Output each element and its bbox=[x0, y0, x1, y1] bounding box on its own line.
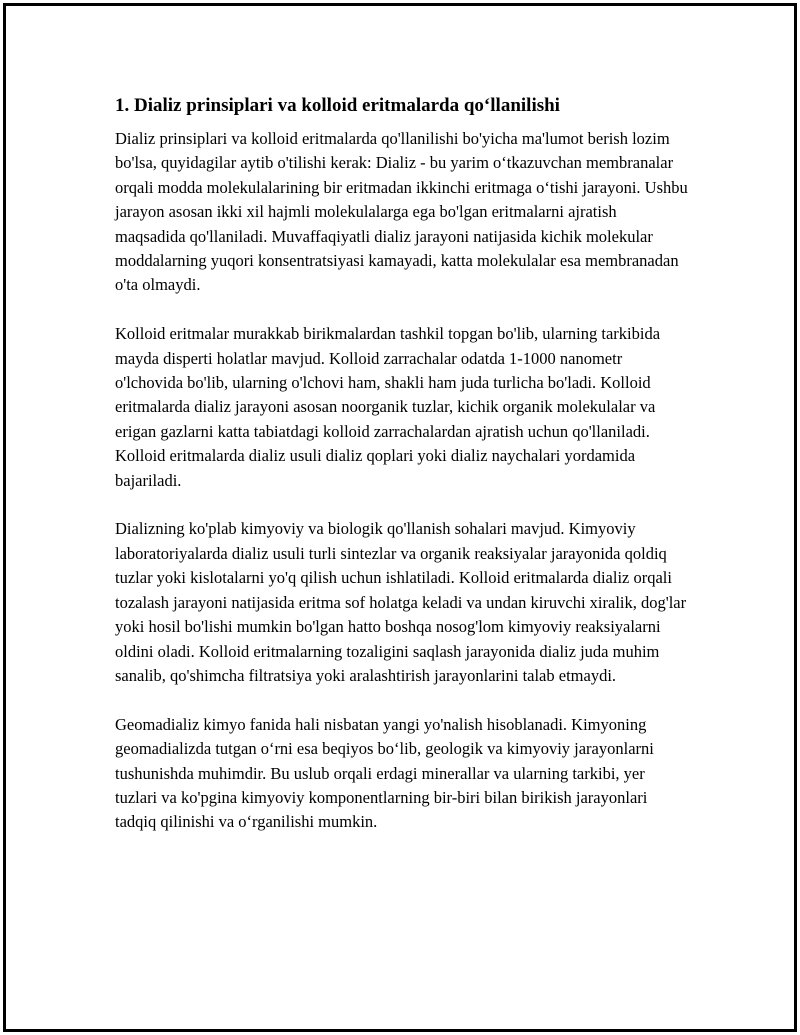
document-body bbox=[115, 93, 690, 859]
paragraph-1: Dializ prinsiplari va kolloid eritmalarda qo'llanilishi bo'yicha ma'lumot berish lozim bo'lsa, quyidagilar aytib o'tilishi kerak: Dializ - bu yarim o‘tkazuvchan membranalar orqali modda molekulalarining bir eritmadan ikkinchi eritmaga o‘tishi jarayoni. Ushbu jarayon asosan ikki xil hajmli molekulalarga ega bo'lgan eritmalarni ajratish maqsadida qo'llaniladi. Muvaffaqiyatli dializ jarayoni natijasida kichik molekular moddalarning yuqori konsentratsiyasi kamayadi, katta molekulalar esa membranadan o'ta olmaydi. bbox=[115, 129, 688, 295]
paragraph-3: Dializning ko'plab kimyoviy va biologik qo'llanish sohalari mavjud. Kimyoviy laboratoriyalarda dializ usuli turli sintezlar va organik reaksiyalar jarayonida qoldiq tuzlar yoki kislotalarni yo'q qilish uchun ishlatiladi. Kolloid eritmalarda dializ orqali tozalash jarayoni natijasida eritma sof holatga keladi va undan kiruvchi xiralik, dog'lar yoki hosil bo'lishi mumkin bo'lgan hatto boshqa nosog'lom kimyoviy reaksiyalarni oldini oladi. Kolloid eritmalarning tozaligini saqlash jarayonida dializ juda muhim sanalib, qo'shimcha filtratsiya yoki aralashtirish jarayonlarini talab etmaydi. bbox=[115, 519, 687, 685]
paragraph-2: Kolloid eritmalar murakkab birikmalardan tashkil topgan bo'lib, ularning tarkibida mayda disperti holatlar mavjud. Kolloid zarrachalar odatda 1-1000 nanometr o'lchovida bo'lib, ularning o'lchovi ham, shakli ham juda turlicha bo'ladi. Kolloid eritmalarda dializ jarayoni asosan noorganik tuzlar, kichik organik molekulalar va erigan gazlarni katta tabiatdagi kolloid zarrachalardan ajratish uchun qo'llaniladi. Kolloid eritmalarda dializ usuli dializ qoplari yoki dializ naychalari yordamida bajariladi. bbox=[115, 324, 661, 490]
section-heading: 1. Dializ prinsiplari va kolloid eritmalarda qo‘llanilishi bbox=[115, 95, 560, 116]
paragraph-4: Geomadializ kimyo fanida hali nisbatan yangi yo'nalish hisoblanadi. Kimyoning geomadializda tutgan o‘rni esa beqiyos bo‘lib, geologik va kimyoviy jarayonlarni tushunishda muhimdir. Bu uslub orqali erdagi minerallar va ularning tarkibi, yer tuzlari va ko'pgina kimyoviy komponentlarning bir-biri bilan birikish jarayonlari tadqiq qilinishi va o‘rganilishi mumkin. bbox=[115, 714, 654, 832]
